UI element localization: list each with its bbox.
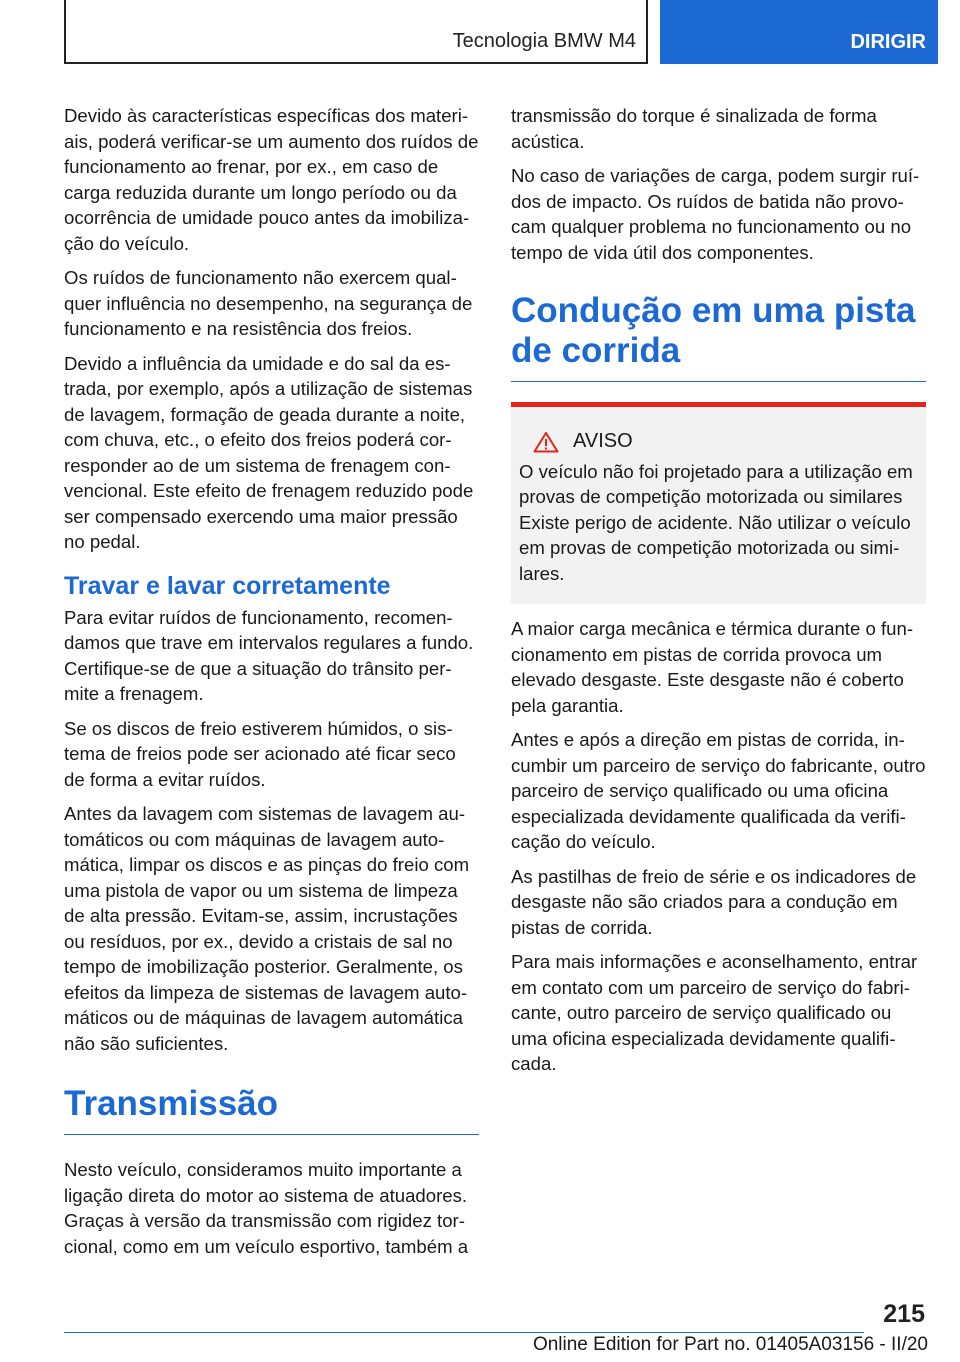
left-column (64, 103, 479, 1268)
paragraph: Para evitar ruídos de funcionamento, recomendamos que trave em intervalos regulares a fundo. Certifique-se de que a situação do trânsito permite a frenagem. (64, 606, 474, 704)
right-column (511, 103, 926, 1086)
heading-rule (511, 381, 926, 382)
page-number: 215 (883, 1300, 925, 1328)
warning-triangle-icon (533, 431, 559, 453)
paragraph: Antes e após a direção em pistas de corrida, incumbir um parceiro de serviço do fabricante, outro parceiro de serviço qualificado ou uma oficina especializada devidamente qualificada da verificação do veículo. (511, 729, 926, 852)
warning-text: O veículo não foi projetado para a utilização em provas de competição motorizada ou similares Existe perigo de acidente. Não utilizar o veículo em provas de competição motorizada ou similares. (519, 460, 913, 584)
paragraph: Antes da lavagem com sistemas de lavagem automáticos ou com máquinas de lavagem automática, limpar os discos e as pinças do freio com uma pistola de vapor ou um sistema de limpeza de alta pressão. Evitam-se, assim, incrustações ou resíduos, por ex., devido a cristais de sal no tempo de imobilização posterior. Geralmente, os efeitos da limpeza de sistemas de lavagem automáticos ou de máquinas de lavagem automática não são suficientes. (64, 803, 470, 1054)
section-heading-block (511, 291, 926, 382)
paragraph: A maior carga mecânica e térmica durante o funcionamento em pistas de corrida provoca um elevado desgaste. Este desgaste não é coberto pela garantia. (511, 618, 914, 716)
paragraph: Devido às características específicas dos materiais, poderá verificar-se um aumento dos ruídos de funcionamento ao frenar, por ex., em caso de carga reduzida durante um longo período ou da ocorrência de umidade pouco antes da imobilização do veículo. (64, 105, 479, 254)
footer-edition: Online Edition for Part no. 01405A03156 - II/20 (532, 1334, 928, 1355)
section-heading: Condução em uma pista de corrida (511, 291, 916, 370)
paragraph: Devido a influência da umidade e do sal da estrada, por exemplo, após a utilização de sistemas de lavagem, formação de geada durante a noite, com chuva, etc., o efeito dos freios poderá corresponder ao de um sistema de frenagem convencional. Este efeito de frenagem reduzido pode ser compensado exercendo uma maior pressão no pedal. (64, 352, 474, 552)
paragraph: Se os discos de freio estiverem húmidos, o sistema de freios pode ser acionado até ficar seco de forma a evitar ruídos. (64, 717, 456, 790)
section-heading-block (64, 1084, 479, 1135)
tab-dirigir[interactable] (660, 0, 938, 64)
warning-title: AVISO (573, 430, 633, 452)
tab-label: DIRIGIR (850, 31, 926, 53)
paragraph: Para mais informações e aconselhamento, entrar em contato com um parceiro de serviço do fabricante, outro parceiro de serviço qualificado ou uma oficina especializada devidamente qualificada. (511, 951, 918, 1074)
section-subheading: Travar e lavar corretamente (64, 571, 391, 600)
warning-header (533, 429, 918, 455)
paragraph: transmissão do torque é sinalizada de forma acústica. (511, 105, 877, 152)
warning-box (511, 402, 926, 604)
heading-rule (64, 1134, 479, 1135)
paragraph: Nesto veículo, consideramos muito importante a ligação direta do motor ao sistema de atuadores. Graças à versão da transmissão com rigidez torcional, como em um veículo esportivo, também a (64, 1159, 469, 1257)
section-heading: Transmissão (64, 1084, 278, 1123)
paragraph: No caso de variações de carga, podem surgir ruídos de impacto. Os ruídos de batida não provocam qualquer problema no funcionamento ou no tempo de vida útil dos componentes. (511, 165, 920, 263)
header-title: Tecnologia BMW M4 (452, 30, 636, 52)
paragraph: Os ruídos de funcionamento não exercem qualquer influência no desempenho, na segurança de funcionamento e na resistência dos freios. (64, 267, 473, 339)
footer-rule (64, 1332, 864, 1333)
paragraph: As pastilhas de freio de série e os indicadores de desgaste não são criados para a condução em pistas de corrida. (511, 865, 917, 938)
